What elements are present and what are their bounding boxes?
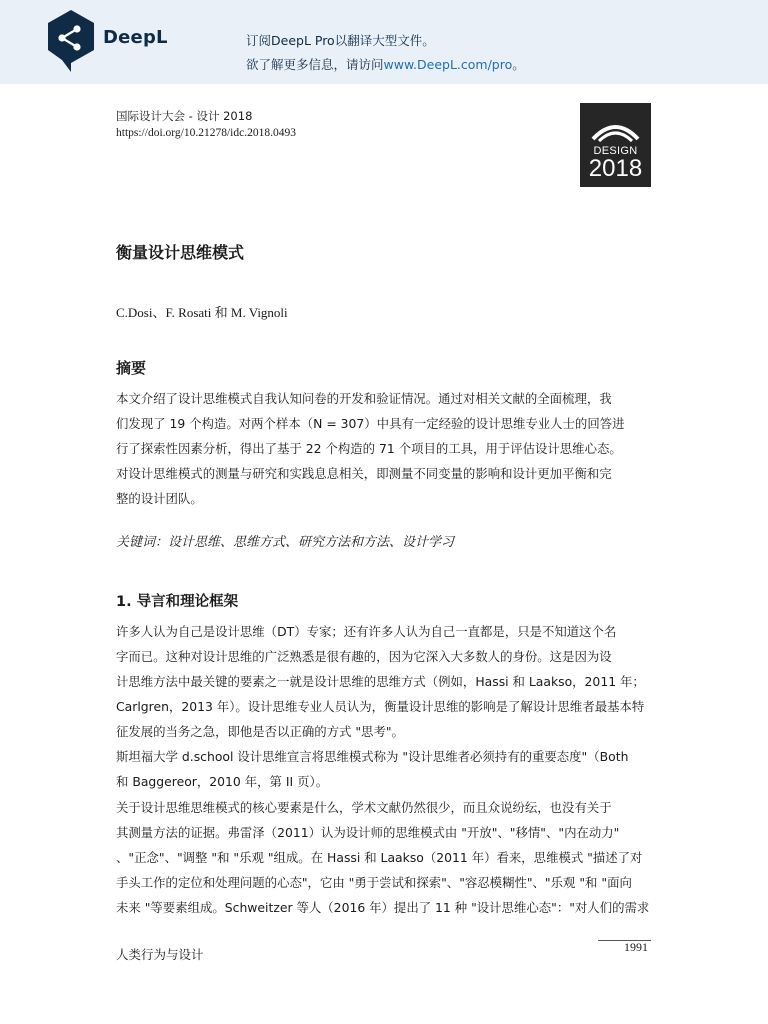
intro-line: 斯坦福大学 d.school 设计思维宣言将思维模式称为 "设计思维者必须持有的重要态度"（Both — [116, 749, 629, 764]
deepl-pro-link[interactable]: www.DeepL.com/pro — [383, 57, 513, 72]
intro-paragraph-2 — [116, 744, 656, 794]
arch-icon — [589, 111, 642, 143]
intro-line: 和 Baggereor，2010 年，第 II 页）。 — [116, 774, 329, 789]
deepl-logo-icon — [46, 10, 96, 72]
intro-line: 未来 "等要素组成。Schweitzer 等人（2016 年）提出了 11 种 "设计思维心态"："对人们的需求 — [116, 900, 650, 915]
abstract-body — [116, 386, 656, 511]
conference-name: 国际设计大会 - 设计 2018 — [116, 109, 253, 123]
abstract-line: 本文介绍了设计思维模式自我认知问卷的开发和验证情况。通过对相关文献的全面梳理，我 — [116, 391, 612, 406]
footer-section-title: 人类行为与设计 — [116, 947, 204, 962]
banner-info-prefix: 欲了解更多信息，请访问 — [246, 57, 384, 72]
abstract-line: 行了探索性因素分析，得出了基于 22 个构造的 71 个项目的工具，用于评估设计思维心态。 — [116, 441, 622, 456]
intro-heading: 1. 导言和理论框架 — [116, 594, 239, 610]
intro-line: 手头工作的定位和处理问题的心态"，它由 "勇于尝试和探索"、"容忍模糊性"、"乐观 "和 "面向 — [116, 875, 632, 890]
intro-line: 其测量方法的证据。弗雷泽（2011）认为设计师的思维模式由 "开放"、"移情"、"内在动力" — [116, 825, 620, 840]
banner-subscribe-text: 订阅DeepL Pro以翻译大型文件。 — [246, 33, 435, 48]
deepl-brand-name: DeepL — [103, 27, 168, 48]
intro-line: 关于设计思维思维模式的核心要素是什么，学术文献仍然很少，而且众说纷纭，也没有关于 — [116, 800, 612, 815]
design-logo-word: DESIGN — [593, 145, 638, 157]
abstract-heading: 摘要 — [116, 359, 147, 377]
abstract-line: 们发现了 19 个构造。对两个样本（N = 307）中具有一定经验的设计思维专业人士的回答进 — [116, 416, 625, 431]
intro-line: 、"正念"、"调整 "和 "乐观 "组成。在 Hassi 和 Laakso（2011 年）看来，思维模式 "描述了对 — [116, 850, 643, 865]
banner-info-text — [246, 55, 525, 73]
paper-title: 衡量设计思维模式 — [116, 243, 245, 262]
abstract-line: 整的设计团队。 — [116, 491, 203, 506]
banner-info-suffix: 。 — [512, 57, 525, 72]
intro-paragraph-3 — [116, 795, 656, 920]
intro-line: 征发展的当务之急，即他是否以正确的方式 "思考"。 — [116, 724, 404, 739]
deepl-banner — [0, 0, 768, 84]
abstract-line: 对设计思维模式的测量与研究和实践息息相关，即测量不同变量的影响和设计更加平衡和完 — [116, 466, 612, 481]
intro-line: 计思维方法中最关键的要素之一就是设计思维的思维方式（例如，Hassi 和 Laakso，2011 年； — [116, 674, 645, 689]
keywords: 关键词：设计思维、思维方式、研究方法和方法、设计学习 — [116, 535, 455, 550]
intro-line: 字而已。这种对设计思维的广泛熟悉是很有趣的，因为它深入大多数人的身份。这是因为设 — [116, 649, 612, 664]
design-logo-year: 2018 — [588, 155, 643, 182]
paper-authors: C.Dosi、F. Rosati 和 M. Vignoli — [116, 305, 288, 320]
intro-paragraph-1 — [116, 619, 656, 744]
intro-line: Carlgren，2013 年）。设计思维专业人员认为，衡量设计思维的影响是了解设计思维者最基本特 — [116, 699, 645, 714]
intro-line: 许多人认为自己是设计思维（DT）专家；还有许多人认为自己一直都是，只是不知道这个名 — [116, 624, 617, 639]
design-2018-logo — [580, 103, 651, 187]
doi-link[interactable]: https://doi.org/10.21278/idc.2018.0493 — [116, 127, 296, 139]
page-number: 1991 — [624, 940, 648, 954]
